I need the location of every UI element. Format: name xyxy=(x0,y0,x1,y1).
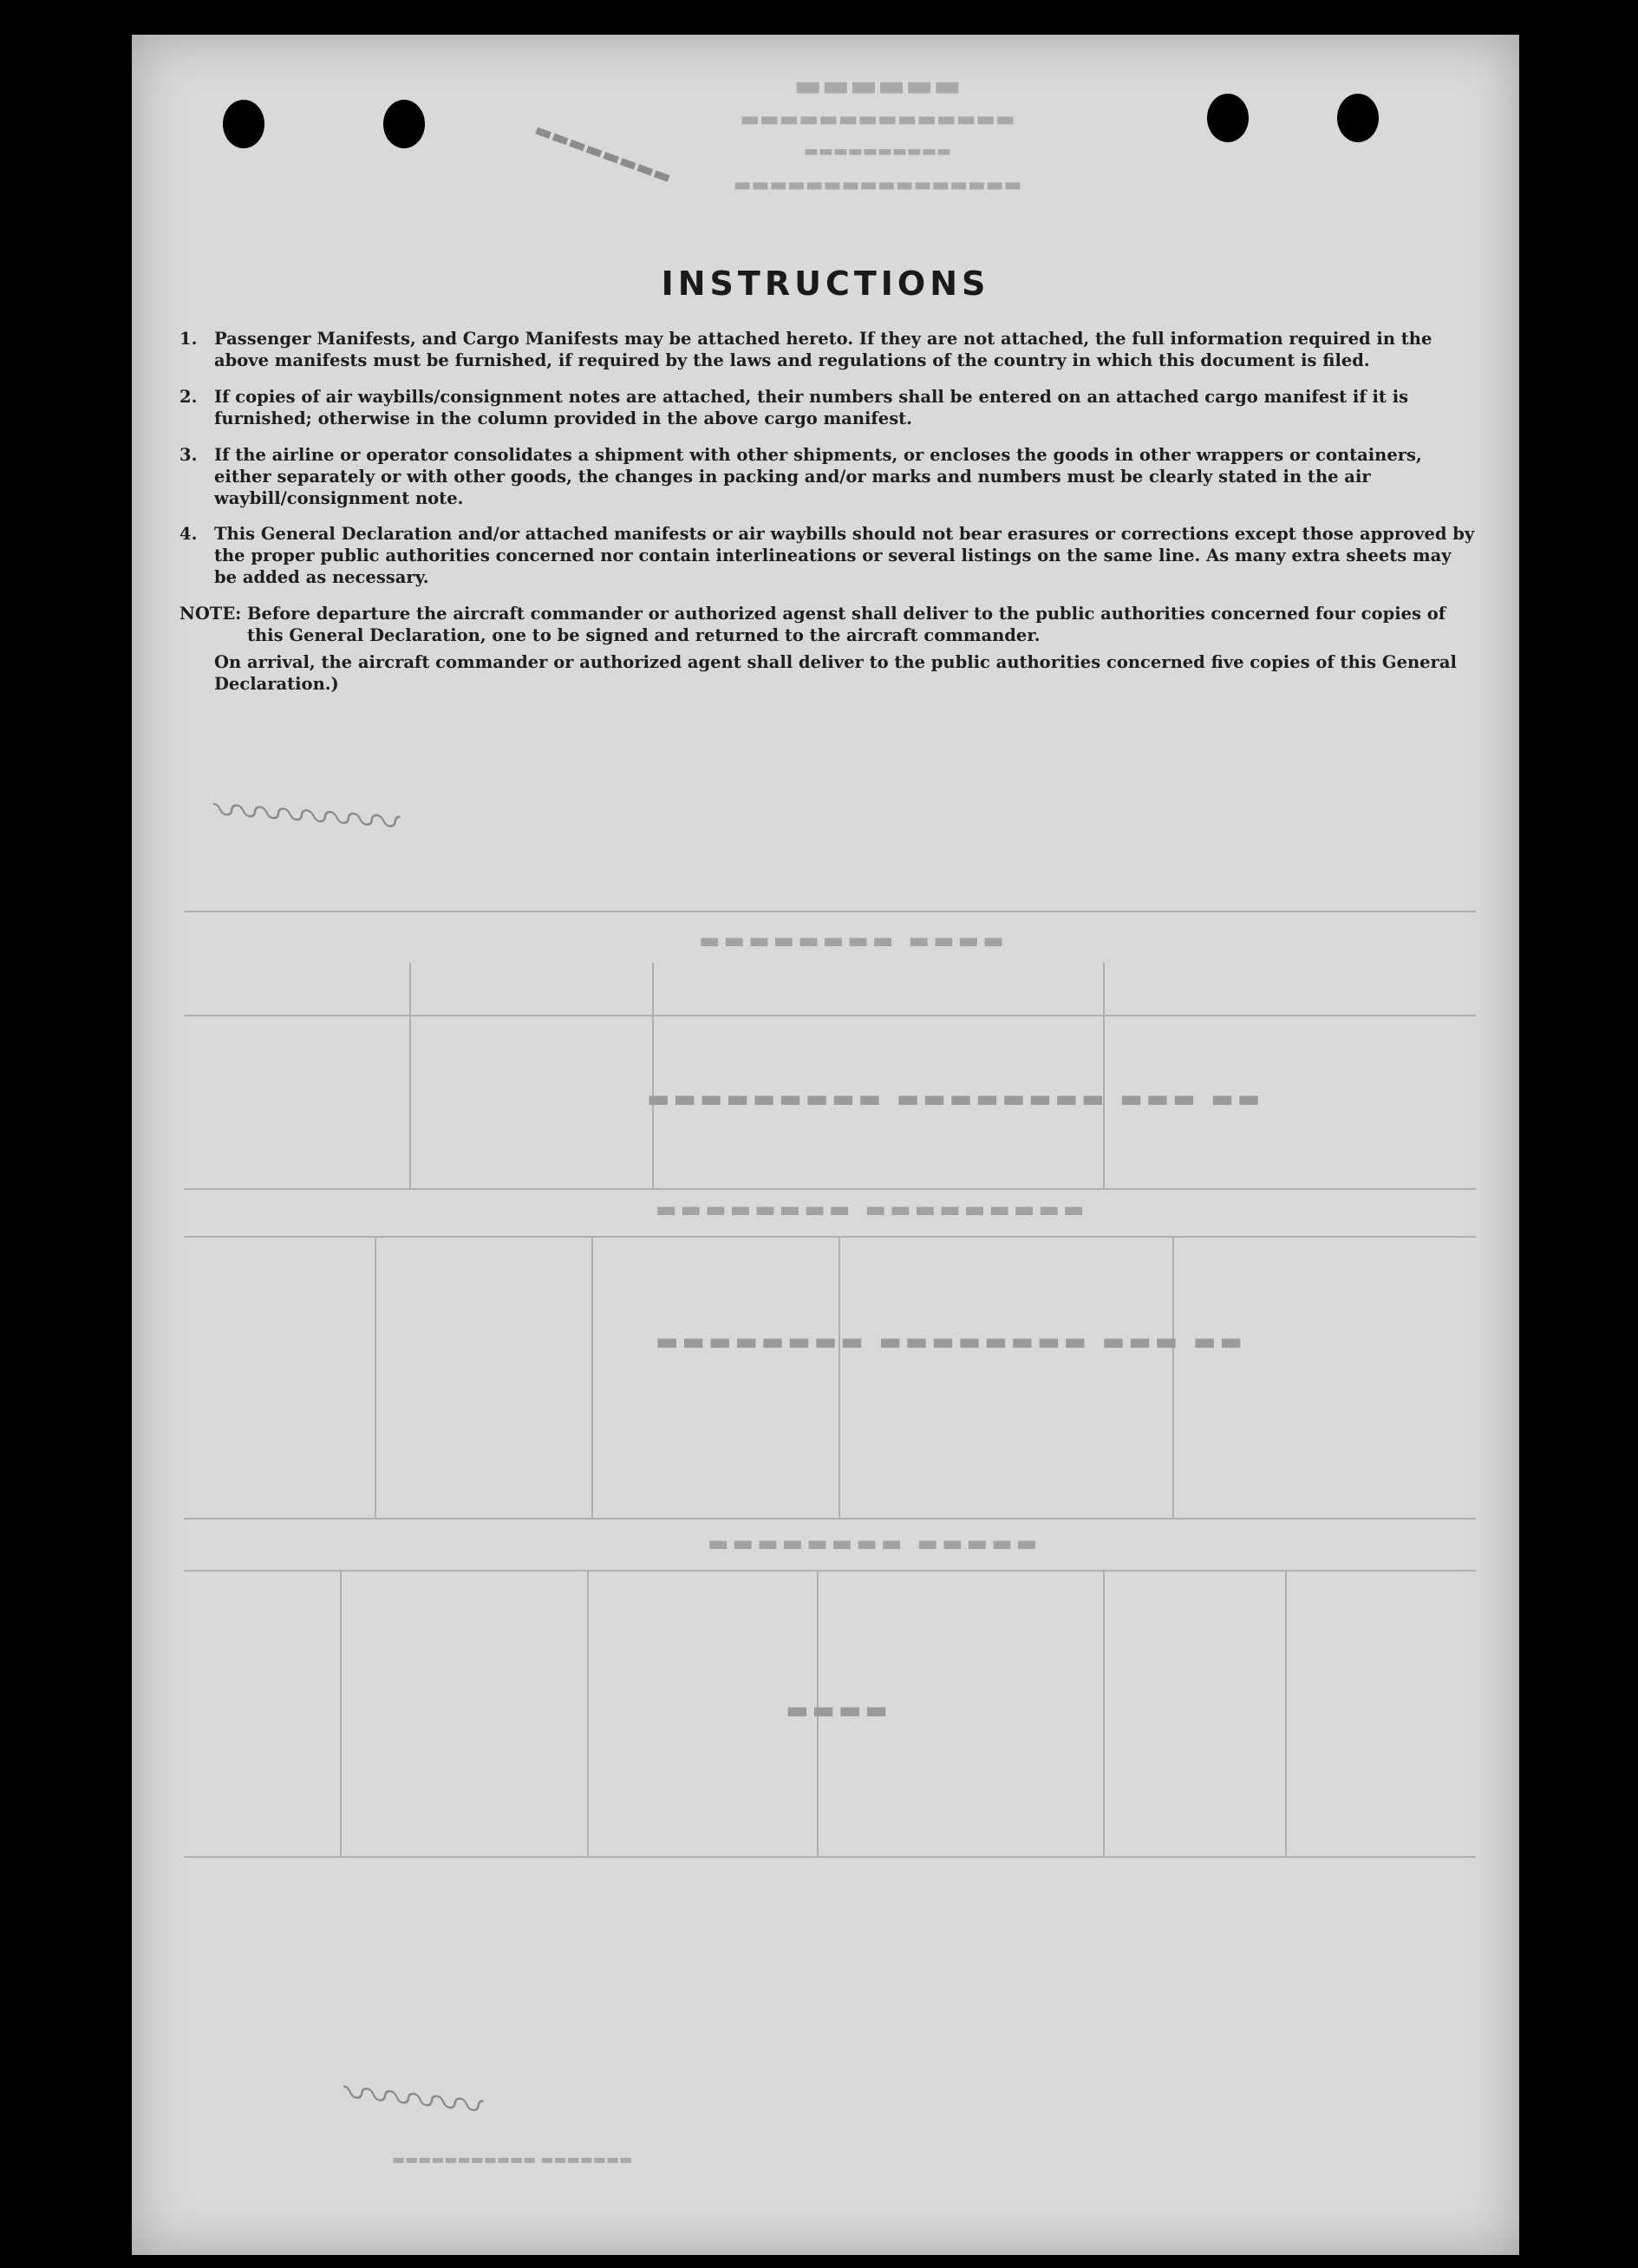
bleed-through-col xyxy=(340,1570,342,1856)
bleed-through-stamp-text: ▬▬ ▬▬▬ ▬▬▬▬▬▬▬▬ ▬▬▬▬▬▬▬▬ xyxy=(652,1327,1243,1356)
instruction-number: 1. xyxy=(179,329,198,349)
bleed-through-section-heading: ▬▬▬▬ ▬▬▬▬▬▬▬▬ xyxy=(695,928,1004,954)
bleed-through-rule xyxy=(184,1856,1476,1858)
bleed-through-stamp: ▬▬▬▬▬▬▬▬ xyxy=(531,119,675,189)
bleed-through-section-heading: ▬▬▬▬▬ ▬▬▬▬▬▬▬▬ xyxy=(704,1531,1038,1557)
bleed-through-col xyxy=(1172,1236,1174,1518)
bleed-through-col xyxy=(1103,1570,1105,1856)
bleed-through-handwriting: 〰〰〰〰 xyxy=(216,783,408,852)
punch-hole-right-1 xyxy=(1207,94,1249,142)
bleed-through-col xyxy=(591,1236,593,1518)
bleed-through-rule xyxy=(184,1236,1476,1238)
document-page xyxy=(132,35,1519,2255)
punch-hole-left-2 xyxy=(383,100,425,148)
instruction-item xyxy=(179,523,1476,588)
instruction-text: If the airline or operator consolidates a shipment with other shipments, or encloses the goods in other wrappers or containers, either separately or with other goods, the changes in packing and/or marks and numbers must be clearly stated in the air waybill/consignment note. xyxy=(214,445,1422,508)
note-text: Before departure the aircraft commander or authorized agenst shall deliver to the public authorities concerned four copies of this General Declaration, one to be signed and returned to the aircraft commander. xyxy=(247,604,1446,645)
instruction-item xyxy=(179,444,1476,509)
bleed-through-stamp-text: ▬▬▬▬ xyxy=(782,1696,888,1724)
instruction-number: 2. xyxy=(179,387,198,407)
punch-hole-right-2 xyxy=(1337,94,1379,142)
note-label: NOTE: xyxy=(179,604,242,624)
instruction-number: 3. xyxy=(179,445,198,465)
note-text-arrival: On arrival, the aircraft commander or authorized agent shall deliver to the public authorities concerned five copies of this General Declaration.) xyxy=(214,652,1457,694)
instruction-item xyxy=(179,328,1476,371)
instruction-text: If copies of air waybills/consignment notes are attached, their numbers shall be entered on an attached cargo manifest if it is furnished; otherwise in the column provided in the above cargo manifest. xyxy=(214,387,1409,428)
instruction-text: Passenger Manifests, and Cargo Manifests may be attached hereto. If they are not attached, the full information required in the above manifests must be furnished, if required by the laws and regulations of the country in which this document is filed. xyxy=(214,329,1432,370)
bleed-through-signature: 〰〰〰 xyxy=(345,2066,492,2136)
bleed-through-col xyxy=(409,963,411,1188)
bleed-through-rule xyxy=(184,1570,1476,1572)
bleed-through-rule xyxy=(184,911,1476,912)
bleed-through-col xyxy=(839,1236,840,1518)
bleed-through-footer: ▬▬▬▬▬▬▬ ▬▬▬▬▬▬▬▬▬▬▬ xyxy=(392,2151,633,2167)
bleed-through-rule xyxy=(184,1015,1476,1016)
bleed-through-section-heading: ▬▬▬▬▬▬▬▬▬ ▬▬▬▬▬▬▬▬ xyxy=(652,1197,1085,1223)
bleed-through-col xyxy=(652,963,654,1188)
bleed-through-rule xyxy=(184,1518,1476,1520)
instruction-number: 4. xyxy=(179,524,198,544)
bleed-through-header: ▬▬▬▬▬▬ ▬▬▬▬▬▬▬▬▬▬▬▬▬▬ ▬▬▬▬▬▬▬▬▬▬ ▬▬▬▬▬▬▬▬▬▬▬▬▬▬▬▬ xyxy=(733,69,1022,196)
instruction-item xyxy=(179,386,1476,429)
page-title: INSTRUCTIONS xyxy=(661,265,990,303)
instruction-text: This General Declaration and/or attached manifests or air waybills should not bear erasures or corrections except those approved by the proper public authorities concerned nor contain interlineations or several listings on the same line. As many extra sheets may be added as necessary. xyxy=(214,524,1475,587)
bleed-through-rule xyxy=(184,1188,1476,1190)
bleed-through-stamp-text: ▬▬ ▬▬▬ ▬▬▬▬▬▬▬▬ ▬▬▬▬▬▬▬▬▬ xyxy=(643,1084,1261,1113)
note-block xyxy=(179,603,1476,695)
bleed-through-col xyxy=(375,1236,376,1518)
bleed-through-col xyxy=(1103,963,1105,1188)
bleed-through-col xyxy=(1285,1570,1287,1856)
punch-hole-left-1 xyxy=(223,100,264,148)
bleed-through-col xyxy=(587,1570,589,1856)
